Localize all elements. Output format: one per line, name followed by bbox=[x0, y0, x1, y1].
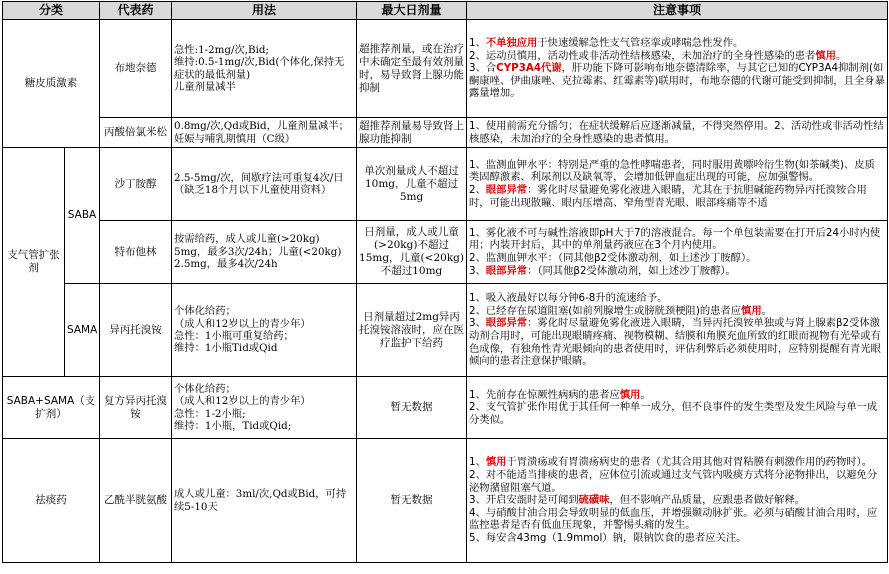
note-item: 3、眼部异常：雾化时尽量避免雾化液进入眼睛，当异丙托溴铵单独或与肾上腺素β2受体激动剂合用时，可能出现眼睛疼痛、视物模糊、结膜和角膜充血所致的红眼而视物有光晕或有色成像，有独角性青光眼倾向的患者使用时，评估利弊后必须使用时，应特别提醒有青光眼倾向的患者注意保护眼睛。 bbox=[469, 317, 881, 368]
table-row bbox=[3, 118, 888, 148]
note-item: 1、慎用于胃溃疡或有胃溃疡病史的患者（尤其合用其他对胃粘膜有刺激作用的药物时）。 bbox=[469, 456, 873, 469]
usage-line: 个体化给药； bbox=[174, 382, 236, 395]
maxdose-combo: 暂无数据 bbox=[357, 377, 467, 439]
category-combo: SABA+SAMA（支扩剂） bbox=[3, 377, 100, 439]
drug-terbutaline: 特布他林 bbox=[100, 221, 172, 284]
table-row bbox=[3, 284, 888, 377]
usage-line: 急性：1-2小瓶; bbox=[174, 407, 246, 420]
header-maxdose: 最大日剂量 bbox=[357, 2, 467, 20]
note-item: 2、眼部异常：雾化时尽量避免雾化液进入眼睛，尤其在于抗胆碱能药物异丙托溴铵合用时，可能出现散瞳、眼内压增高、窄角型青光眼、眼部疼痛等不适 bbox=[469, 184, 867, 209]
note-item: 1、雾化液不可与碱性溶液即pH大于7的溶液混合。每一个单包装需要在打开后24小时内使用；内装开封后，其中的单剂量药液应在3个月内使用。 bbox=[469, 226, 881, 252]
note-item: 1、先前存在惊厥性病病的患者应慎用。 bbox=[469, 388, 651, 401]
subcategory-sama: SAMA bbox=[65, 284, 100, 377]
maxdose-ipratropium: 日剂量超过2mg异丙托溴铵溶液时，应在医疗监护下给药 bbox=[357, 284, 467, 377]
usage-acetylcysteine: 成人或儿童：3ml/次,Qd或Bid，可持续5-10天 bbox=[172, 439, 357, 563]
note-item: 2、对不能适当排痰的患者，应体位引流或通过支气管内吸痰方式将分泌物排出，以避免分泌物潴留阻塞气道。 bbox=[469, 469, 878, 494]
usage-line: 维持:0.5-1mg/次,Bid(个体化,保持无症状的最低剂量) bbox=[174, 56, 345, 81]
header-row bbox=[3, 2, 888, 20]
drug-budesonide: 布地奈德 bbox=[100, 20, 172, 118]
note-item: 2、支气管扩张作用优于其任何一种单一成分，但不良事件的发生类型及发生风险与单一成分类似。 bbox=[469, 401, 878, 426]
notes-combo bbox=[467, 377, 888, 439]
usage-line: 急性:1-2mg/次,Bid; bbox=[174, 43, 269, 56]
note-item: 3、合CYP3A4代谢，肝功能下降可影响布地奈德清除率，与其它已知的CYP3A4抑制剂(如酮康唑、伊曲康唑、克拉霉素、红霉素等)联用时，布地奈德的代谢可能受到抑制，且全身暴露量增加。 bbox=[469, 62, 885, 100]
header-drug: 代表药 bbox=[100, 2, 172, 20]
category-steroid: 糖皮质激素 bbox=[3, 20, 100, 148]
note-item: 3、眼部异常：（同其他β2受体激动剂，如上述沙丁胺醇）。 bbox=[469, 264, 736, 277]
maxdose-acetylcysteine: 暂无数据 bbox=[357, 439, 467, 563]
medication-table bbox=[2, 1, 888, 563]
table-row bbox=[3, 148, 888, 221]
usage-budesonide bbox=[172, 20, 357, 118]
usage-line: （成人和12岁以上的青少年） bbox=[174, 395, 311, 408]
usage-line: 急性：1小瓶可重复给药； bbox=[174, 330, 294, 342]
note-item: 1、吸入液最好以每分钟6-8升的流速给予。 bbox=[469, 292, 668, 305]
drug-ipratropium: 异丙托溴铵 bbox=[100, 284, 172, 377]
maxdose-salbutamol: 单次剂量成人不超过10mg，儿童不超过5mg bbox=[357, 148, 467, 221]
usage-line: 维持：1小瓶，Tid或Qid; bbox=[174, 419, 292, 432]
header-category: 分类 bbox=[3, 2, 100, 20]
note-item: 2、已经存在尿道阻塞(如前列腺增生或膀胱颈梗阻)的患者应慎用。 bbox=[469, 304, 772, 317]
note-item: 2、监测血钾水平：（同其他β2受体激动剂，如上述沙丁胺醇）。 bbox=[469, 252, 757, 264]
note-item: 2、运动员慎用，活动性或非活动性结核感染，未加治疗的全身性感染的患者慎用。 bbox=[469, 49, 847, 62]
maxdose-beclomethasone: 超推荐剂量易导致肾上腺功能抑制 bbox=[357, 118, 467, 148]
usage-line: （成人和12岁以上的青少年） bbox=[174, 317, 311, 330]
notes-terbutaline bbox=[467, 221, 888, 284]
note-item: 5、每安含43mg（1.9mmol）钠，限钠饮食的患者应关注。 bbox=[469, 531, 747, 544]
maxdose-terbutaline: 日剂量，成人或儿童(>20kg)不超过15mg，儿童(<20kg)不超过10mg bbox=[357, 221, 467, 284]
usage-beclomethasone: 0.8mg/次,Qd或Bid，儿童剂量减半；妊娠与哺乳期慎用（C级） bbox=[172, 118, 357, 148]
drug-acetylcysteine: 乙酰半胱氨酸 bbox=[100, 439, 172, 563]
usage-line: 维持：1小瓶Tid或Qid bbox=[174, 342, 278, 355]
subcategory-saba: SABA bbox=[65, 148, 100, 284]
notes-ipratropium bbox=[467, 284, 888, 377]
note-item: 4、与硝酸甘油合用会导致明显的低血压，并增强颞动脉扩张。必须与硝酸甘油合用时，应监控患者是否有低血压现象，并警惕头痛的发生。 bbox=[469, 506, 878, 532]
category-bronchodilator: 支气管扩张剂 bbox=[3, 148, 65, 377]
maxdose-budesonide: 超推荐剂量，或在治疗中未确定至最有效剂量时，易导致肾上腺功能抑制 bbox=[357, 20, 467, 118]
notes-budesonide bbox=[467, 20, 888, 118]
header-notes: 注意事项 bbox=[467, 2, 888, 20]
drug-combo: 复方异丙托溴铵 bbox=[100, 377, 172, 439]
table-row bbox=[3, 221, 888, 284]
usage-terbutaline: 按需给药，成人或儿童(>20kg) 5mg，最多3次/24h；儿童(<20kg) 2.5mg，最多4次/24h bbox=[172, 221, 357, 284]
note-item: 3、开启安瓿时是可闻到硫磺味，但不影响产品质量，应跟患者做好解释。 bbox=[469, 494, 806, 507]
usage-ipratropium bbox=[172, 284, 357, 377]
usage-line: 儿童剂量减半 bbox=[174, 80, 236, 93]
table-row bbox=[3, 20, 888, 118]
table-row bbox=[3, 377, 888, 439]
table-row bbox=[3, 439, 888, 563]
note-item: 1、监测血钾水平：特别是严重的急性哮喘患者，同时服用黄嘌呤衍生物(如茶碱类)、皮质类固醇激素、利尿剂以及缺氧等，会增加低钾血症出现的可能，应加强警惕。 bbox=[469, 158, 875, 184]
category-expectorant: 祛痰药 bbox=[3, 439, 100, 563]
drug-beclomethasone: 丙酸倍氯米松 bbox=[100, 118, 172, 148]
header-usage: 用法 bbox=[172, 2, 357, 20]
note-item: 1、不单独应用于快速缓解急性支气管痉挛或哮喘急性发作。 bbox=[469, 37, 744, 50]
notes-salbutamol bbox=[467, 148, 888, 221]
notes-acetylcysteine bbox=[467, 439, 888, 563]
usage-combo bbox=[172, 377, 357, 439]
drug-salbutamol: 沙丁胺醇 bbox=[100, 148, 172, 221]
usage-salbutamol: 2.5-5mg/次，间歇疗法可重复4次/日（缺乏18个月以下儿童使用资料） bbox=[172, 148, 357, 221]
notes-beclomethasone: 1、使用前需充分摇匀；在症状缓解后应逐渐减量，不得突然停用。2、活动性或非活动性结核感染，未加治疗的全身性感染的患者慎用。 bbox=[467, 118, 888, 148]
usage-line: 个体化给药； bbox=[174, 305, 236, 318]
